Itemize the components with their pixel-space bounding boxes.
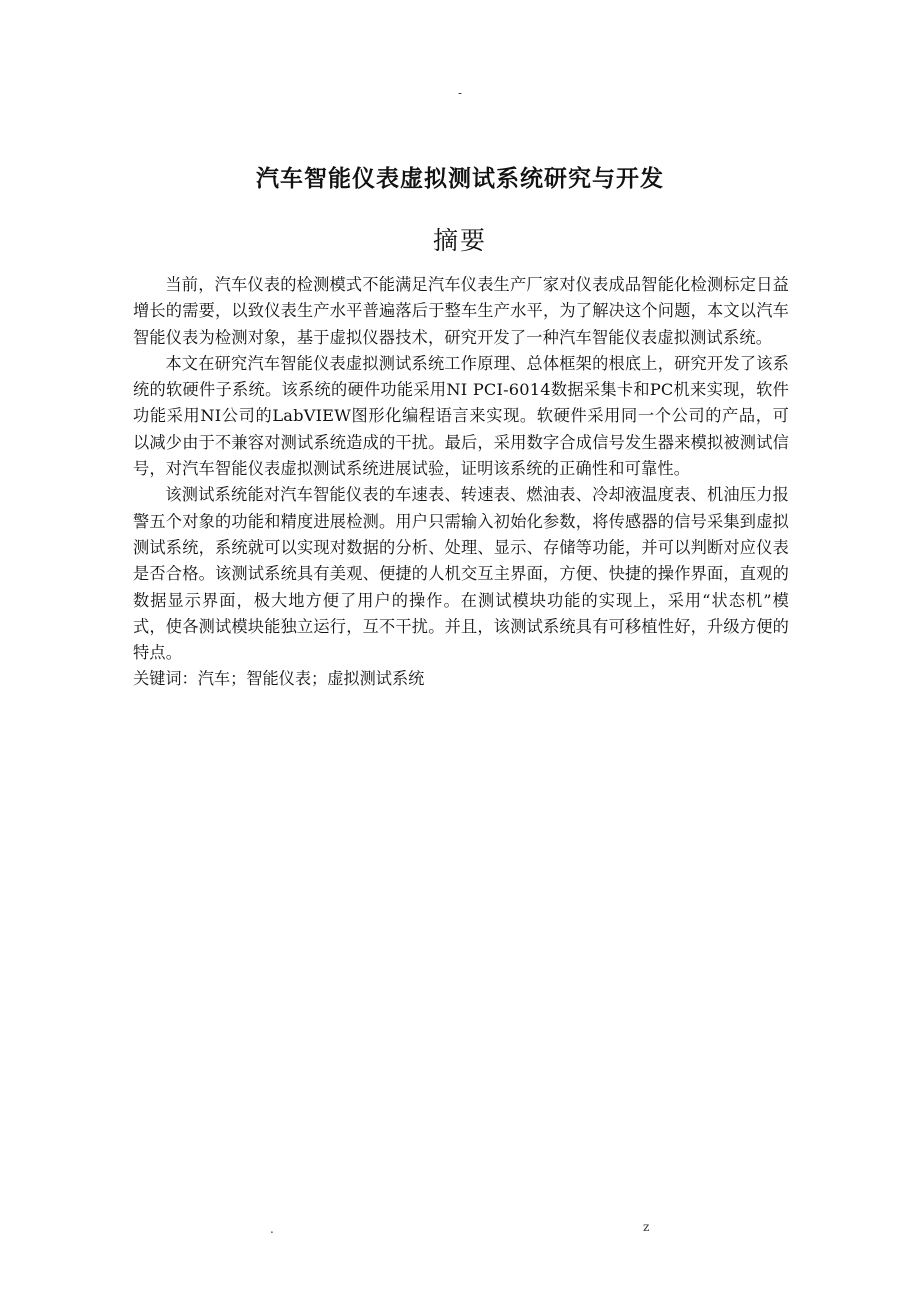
header-mark: - bbox=[457, 86, 463, 100]
abstract-body bbox=[133, 272, 789, 693]
abstract-paragraph-3: 该测试系统能对汽车智能仪表的车速表、转速表、燃油表、冷却液温度表、机油压力报警五个对象的功能和精度进展检测。用户只需输入初始化参数，将传感器的信号采集到虚拟测试系统，系统就可以实现对数据的分析、处理、显示、存储等功能，并可以判断对应仪表是否合格。该测试系统具有美观、便捷的人机交互主界面，方便、快捷的操作界面，直观的数据显示界面，极大地方便了用户的操作。在测试模块功能的实现上，采用“状态机”模式，使各测试模块能独立运行，互不干扰。并且，该测试系统具有可移植性好，升级方便的特点。 bbox=[133, 485, 789, 663]
footer-left-mark: . bbox=[270, 1222, 274, 1236]
keywords-line: 关键词：汽车；智能仪表；虚拟测试系统 bbox=[133, 669, 425, 689]
abstract-heading: 摘要 bbox=[432, 226, 487, 255]
abstract-paragraph-1: 当前，汽车仪表的检测模式不能满足汽车仪表生产厂家对仪表成品智能化检测标定日益增长的需要，以致仪表生产水平普遍落后于整车生产水平，为了解决这个问题，本文以汽车智能仪表为检测对象，基于虚拟仪器技术，研究开发了一种汽车智能仪表虚拟测试系统。 bbox=[133, 275, 789, 347]
footer-right-mark: z bbox=[643, 1220, 650, 1234]
abstract-paragraph-2: 本文在研究汽车智能仪表虚拟测试系统工作原理、总体框架的根底上，研究开发了该系统的软硬件子系统。该系统的硬件功能采用NI PCI-6014数据采集卡和PC机来实现，软件功能采用NI公司的LabVIEW图形化编程语言来实现。软硬件采用同一个公司的产品，可以减少由于不兼容对测试系统造成的干扰。最后，采用数字合成信号发生器来模拟被测试信号，对汽车智能仪表虚拟测试系统进展试验，证明该系统的正确性和可靠性。 bbox=[133, 353, 789, 479]
document-title: 汽车智能仪表虚拟测试系统研究与开发 bbox=[256, 166, 664, 192]
